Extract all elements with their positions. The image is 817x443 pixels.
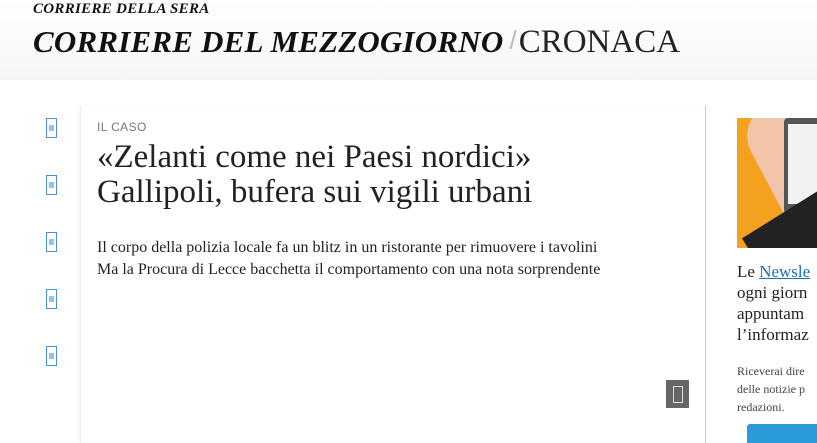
- media-icon[interactable]: [666, 380, 689, 408]
- newsletter-promo-image: [737, 118, 817, 248]
- newsletter-line: appuntam: [737, 304, 805, 323]
- article-summary: [97, 237, 697, 281]
- parent-brand-logo[interactable]: CORRIERE DELLA SERA: [33, 1, 210, 17]
- site-header: [0, 0, 817, 80]
- share-icon[interactable]: [46, 346, 57, 366]
- share-rail: [40, 118, 62, 403]
- subscribe-button[interactable]: [747, 424, 817, 443]
- description-line: Riceverai dire: [737, 364, 805, 378]
- newsletter-link[interactable]: Newsle: [759, 262, 811, 281]
- article-title: [97, 140, 697, 210]
- brand-logo[interactable]: CORRIERE DEL MEZZOGIORNO: [33, 24, 504, 59]
- article-title-line: Gallipoli, bufera sui vigili urbani: [97, 174, 533, 210]
- article-title-line: «Zelanti come nei Paesi nordici»: [97, 139, 532, 175]
- summary-line: Ma la Procura di Lecce bacchetta il comportamento con una nota sorprendente: [97, 261, 601, 278]
- share-icon[interactable]: [46, 232, 57, 252]
- newsletter-sidebar: [737, 118, 817, 443]
- share-icon[interactable]: [46, 118, 57, 138]
- newsletter-text: [737, 261, 817, 345]
- masthead: [33, 24, 680, 61]
- article-kicker: IL CASO: [97, 120, 147, 134]
- section-title[interactable]: CRONACA: [518, 24, 681, 60]
- newsletter-description: [737, 362, 817, 416]
- summary-line: Il corpo della polizia locale fa un blitz in un ristorante per rimuovere i tavolini: [97, 239, 598, 256]
- share-icon[interactable]: [46, 289, 57, 309]
- description-line: redazioni.: [737, 400, 785, 414]
- share-icon[interactable]: [46, 175, 57, 195]
- newsletter-line: ogni giorn: [737, 283, 808, 302]
- description-line: delle notizie p: [737, 382, 805, 396]
- article: [80, 106, 706, 443]
- newsletter-prefix: Le: [737, 262, 760, 281]
- newsletter-line: l’informaz: [737, 325, 809, 344]
- section-separator: /: [509, 25, 517, 55]
